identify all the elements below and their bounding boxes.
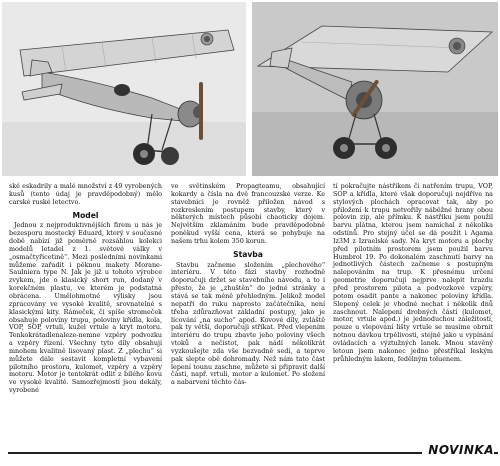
model-photo-front-view: [252, 2, 498, 176]
text-column-1: [9, 183, 162, 395]
text-column-3: [333, 183, 493, 363]
paragraph: ské eskadrily a malé množství z 49 vyrobených kusů (tento údaj je pravděpodobný) mělo carské ruské letectvo.: [9, 182, 162, 206]
text-column-2: [171, 183, 325, 387]
monoplane-model-image: [2, 2, 246, 176]
paragraph: Stavbu začneme složením „plechového“ interiéru. V této fázi stavby rozhodně doporučuji držet se stavebního návodu, a to i přesto, že je „zhuštěn“ do jedné stránky a stává se tak méně přehledným. Jelikož model nepatří do ruku naprosto začátečníka, není třeba zdůrazňovat základní postupy, jako je lícování „na sucho“ apod. Kovové díly, zvláště pak ty větší, doporučuji stříkat. Před vlepením interiéru do trupu zbavte jeho poloviny všech vtoků a nečistot, pak nádí několikrát vyzkoušejte zda vše bezvadně sedí, a teprve pak slepte obě dohromady. Než nám tato část lepení tounu zaschne, můžete si připravit další části, např. vrtuli, motor a kulomet. Po složení a nabarvení těchto čás-: [171, 260, 325, 387]
section-label: NOVINKA: [422, 443, 494, 457]
paragraph: ve světinském Propagteamu, obsahující kokardy a čísla na dvě francouzské verze. Ke stavebnici je rovněž přiložen návod s rozkreslením postupem stavby, který v některých místech působí chaoticky dojem. Největším zklamáním bude pravděpodobně poněkud vyšší cena, která se pohybuje na našem trhu kolem 350 korun.: [171, 182, 325, 245]
model-photo-side-view: [2, 2, 246, 176]
section-heading-model: Model: [72, 210, 99, 220]
section-heading-stavba: Stavba: [233, 249, 263, 259]
paragraph: tí pokračujte nástřikem či natřením trupu, VOP, SOP a křídla, které však doporučuji nejdříve na stylových plochách opracovat tak, aby po přiložení k trupu netvořily náběžné hrany obou polovin zip, ale přímku. K nástřiku jsem použil barvu plátna, kterou jsem namíchal z několika odstínů. Pro stejný účel se dá použít i Agama Iz3M z Izraelské sady. Na kryt motoru a plochy před pilotním prostorem jsem použil barvu Humbrol 19. Po dokonalém zaschnutí barvy na jednotlivých částech začneme s postupným nalepováním na trup. K přesnému určení geometrie doporučuji nejprve nalepit hrazdu před prostorem pilota a podvozkové vzpěry, potom osadit pante a nakonec poloviny křídla. Slepený celek je vhodné nechat i několik dnů zaschnout. Nalepení drobných částí (kulomet, motor, vrtule apod.) je jednoduchou záležitostí, pouze u vlepování lišty vrtule se musíme obrnit notnou dávkou trpělivosti, stejně jako u vypínání ovládacích a výztužných lanek. Mnou stavěný letoun jsem nakonec jedno přestříkal leským průhledným lakem, fedělným toluenem.: [333, 182, 493, 363]
monoplane-model-image: [252, 2, 498, 176]
photo-strip: [0, 0, 500, 178]
paragraph: Jednou z nejproduktivnějších firem u nás je bezesporu mostecký Eduard, který v současné době nabízí již poměrně rozsáhlou kolekci modelů letadel z 1. světové války v „osmačtyřicetině“. Mezi posledními novinkami můžeme zařadit i pěknou makety Morane-Saulniera type N. Jak je již u tohoto výrobce zvykem, jde o klasický short run, dodaný v korekčném plastu, ve kterém je podstatná obrácena. Umělohmotné výlisky jsou zpracovány ve vysoké kvalitě, srovnatelné s klasickými kity. Rámeček, či spíše stromeček obsahuje poloviny trupu, poloviny křídla, kola, VOP, SOP, vrtuli, kužel vrtule a kryt motoru. Tenkokrátadlenaleze-nemne vzpěry podvozku a vzpěry řízení. Všechny tyto díly obsahují mnohem kvalitně lisovaný plast. Z „plechu“ si můžete dále sestavit kompletní vybavení pilotního prostoru, kulomet, vzpěry a vzpěry motoru. Motor je tentokrát odlit z bílého kovu ve vysoké kvalitě. Samozřejmostí jsou dekály, vyrobené: [9, 221, 162, 395]
